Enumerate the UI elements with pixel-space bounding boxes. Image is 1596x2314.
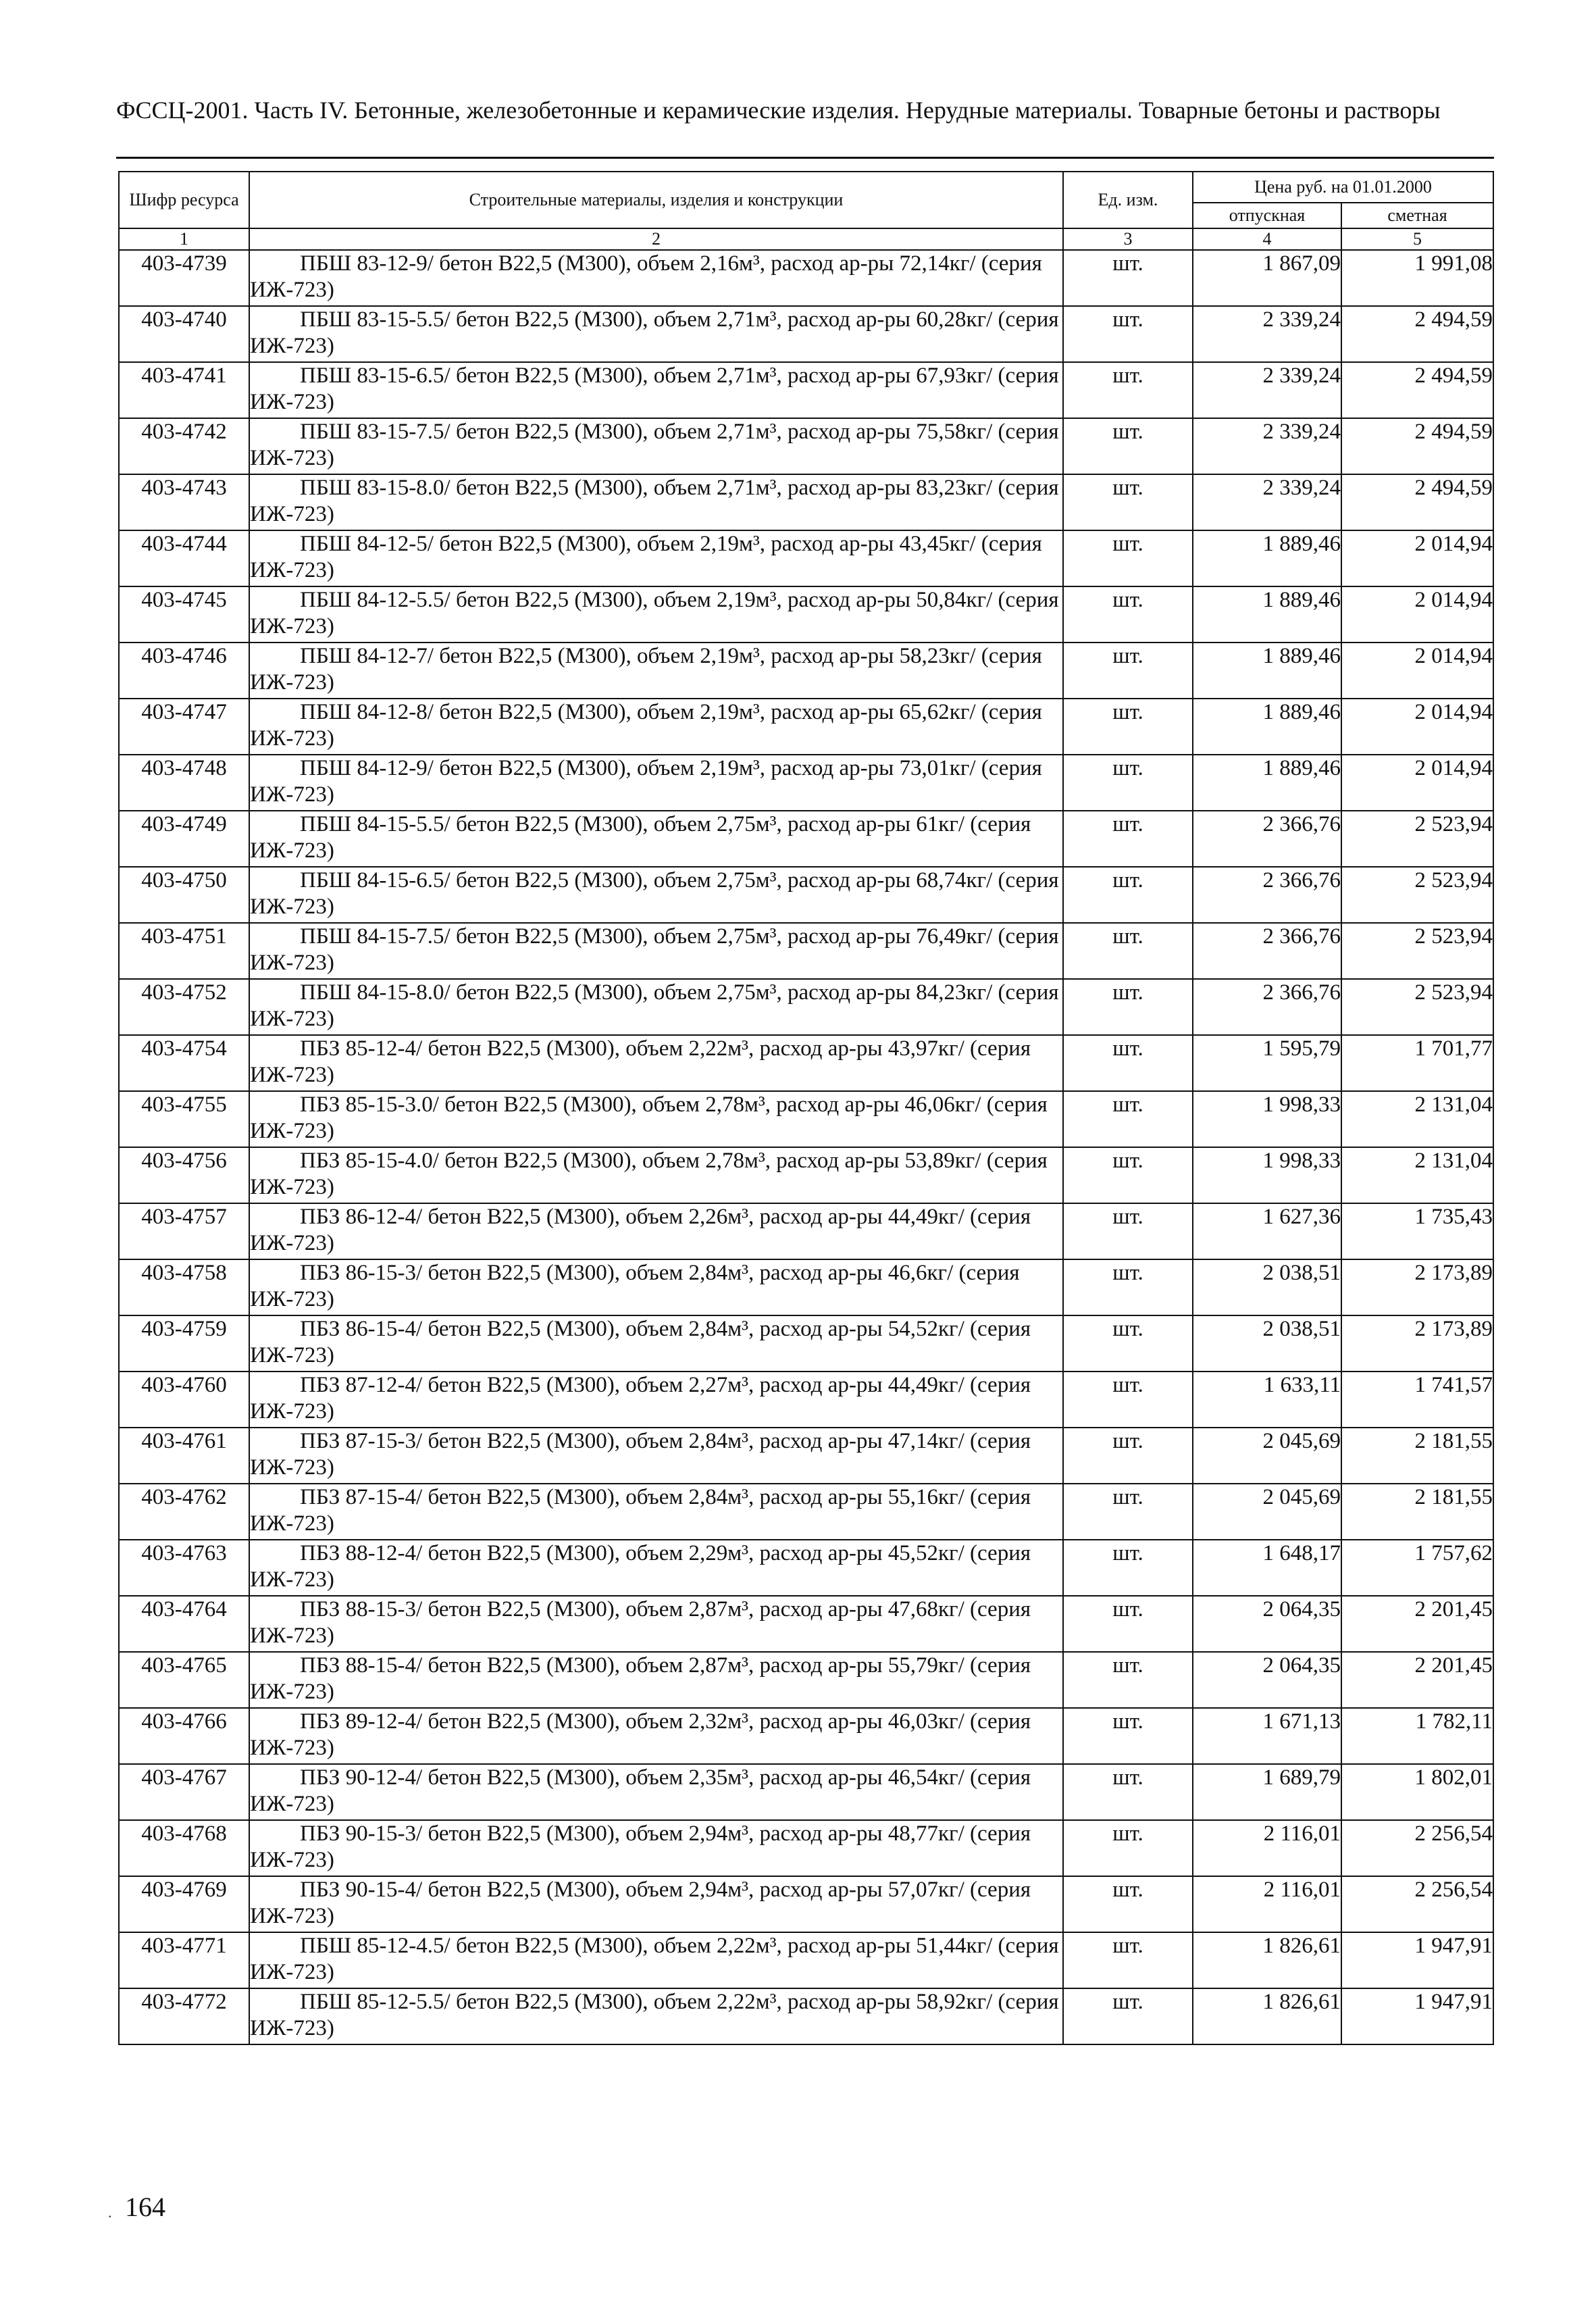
estimate-price: 2 181,55 [1341, 1484, 1493, 1540]
unit-of-measure: шт. [1063, 1147, 1193, 1203]
estimate-price: 2 014,94 [1341, 643, 1493, 699]
column-number: 3 [1063, 228, 1193, 250]
estimate-price: 2 181,55 [1341, 1428, 1493, 1484]
release-price: 1 689,79 [1193, 1764, 1341, 1820]
release-price: 1 889,46 [1193, 643, 1341, 699]
header-name: Строительные материалы, изделия и конструкции [249, 172, 1063, 228]
unit-of-measure: шт. [1063, 1203, 1193, 1259]
material-description [249, 867, 1063, 923]
table-row [119, 1820, 1493, 1876]
material-description [249, 1540, 1063, 1596]
header-price-group: Цена руб. на 01.01.2000 [1193, 172, 1493, 203]
release-price: 2 339,24 [1193, 362, 1341, 418]
unit-of-measure: шт. [1063, 1988, 1193, 2044]
estimate-price: 1 735,43 [1341, 1203, 1493, 1259]
resource-code: 403-4743 [119, 474, 249, 530]
material-description-text: ПБШ 84-15-5.5/ бетон В22,5 (М300), объем 2,75м³, расход ар-ры 61кг/ (серия ИЖ-723) [250, 812, 1031, 863]
material-description-text: ПБЗ 86-15-3/ бетон В22,5 (М300), объем 2,84м³, расход ар-ры 46,6кг/ (серия ИЖ-723) [250, 1261, 1020, 1311]
material-description-text: ПБШ 84-12-5/ бетон В22,5 (М300), объем 2,19м³, расход ар-ры 43,45кг/ (серия ИЖ-723) [250, 532, 1042, 582]
material-description-text: ПБШ 83-15-5.5/ бетон В22,5 (М300), объем 2,71м³, расход ар-ры 60,28кг/ (серия ИЖ-723) [250, 307, 1059, 358]
header-code: Шифр ресурса [119, 172, 249, 228]
material-description [249, 1596, 1063, 1652]
material-description-text: ПБШ 84-12-8/ бетон В22,5 (М300), объем 2,19м³, расход ар-ры 65,62кг/ (серия ИЖ-723) [250, 700, 1042, 751]
table-row [119, 418, 1493, 474]
material-description-text: ПБШ 84-15-6.5/ бетон В22,5 (М300), объем 2,75м³, расход ар-ры 68,74кг/ (серия ИЖ-723) [250, 868, 1059, 919]
unit-of-measure: шт. [1063, 811, 1193, 867]
page-mark: . [108, 2204, 112, 2221]
page-title: ФССЦ-2001. Часть IV. Бетонные, железобетонные и керамические изделия. Нерудные материалы. Товарные бетоны и растворы [116, 97, 1441, 124]
material-description [249, 1764, 1063, 1820]
estimate-price: 1 802,01 [1341, 1764, 1493, 1820]
resource-code: 403-4757 [119, 1203, 249, 1259]
release-price: 2 045,69 [1193, 1484, 1341, 1540]
material-description [249, 979, 1063, 1035]
material-description [249, 306, 1063, 362]
estimate-price: 2 014,94 [1341, 755, 1493, 811]
unit-of-measure: шт. [1063, 979, 1193, 1035]
material-description-text: ПБЗ 87-15-4/ бетон В22,5 (М300), объем 2,84м³, расход ар-ры 55,16кг/ (серия ИЖ-723) [250, 1485, 1031, 1536]
estimate-price: 2 523,94 [1341, 923, 1493, 979]
estimate-price: 2 523,94 [1341, 867, 1493, 923]
table-row [119, 1147, 1493, 1203]
release-price: 1 627,36 [1193, 1203, 1341, 1259]
resource-code: 403-4766 [119, 1708, 249, 1764]
material-description-text: ПБЗ 86-12-4/ бетон В22,5 (М300), объем 2,26м³, расход ар-ры 44,49кг/ (серия ИЖ-723) [250, 1205, 1031, 1255]
release-price: 2 366,76 [1193, 979, 1341, 1035]
table-row [119, 1764, 1493, 1820]
unit-of-measure: шт. [1063, 755, 1193, 811]
unit-of-measure: шт. [1063, 418, 1193, 474]
table-row [119, 979, 1493, 1035]
unit-of-measure: шт. [1063, 867, 1193, 923]
material-description [249, 811, 1063, 867]
table-row [119, 1988, 1493, 2044]
table-row [119, 1876, 1493, 1932]
resource-code: 403-4762 [119, 1484, 249, 1540]
price-table [118, 171, 1494, 2045]
estimate-price: 2 256,54 [1341, 1820, 1493, 1876]
material-description [249, 1203, 1063, 1259]
material-description-text: ПБЗ 88-12-4/ бетон В22,5 (М300), объем 2,29м³, расход ар-ры 45,52кг/ (серия ИЖ-723) [250, 1541, 1031, 1592]
estimate-price: 2 173,89 [1341, 1259, 1493, 1315]
resource-code: 403-4741 [119, 362, 249, 418]
table-row [119, 530, 1493, 586]
unit-of-measure: шт. [1063, 1540, 1193, 1596]
table-row [119, 306, 1493, 362]
unit-of-measure: шт. [1063, 1484, 1193, 1540]
unit-of-measure: шт. [1063, 362, 1193, 418]
release-price: 2 064,35 [1193, 1652, 1341, 1708]
table-row [119, 1315, 1493, 1372]
release-price: 2 116,01 [1193, 1820, 1341, 1876]
material-description-text: ПБШ 84-15-7.5/ бетон В22,5 (М300), объем 2,75м³, расход ар-ры 76,49кг/ (серия ИЖ-723) [250, 924, 1059, 975]
material-description-text: ПБЗ 85-15-3.0/ бетон В22,5 (М300), объем 2,78м³, расход ар-ры 46,06кг/ (серия ИЖ-723) [250, 1092, 1048, 1143]
release-price: 1 867,09 [1193, 250, 1341, 306]
unit-of-measure: шт. [1063, 699, 1193, 755]
release-price: 2 339,24 [1193, 306, 1341, 362]
table-row [119, 1035, 1493, 1091]
table-row [119, 474, 1493, 530]
material-description [249, 1708, 1063, 1764]
resource-code: 403-4755 [119, 1091, 249, 1147]
column-number: 5 [1341, 228, 1493, 250]
unit-of-measure: шт. [1063, 1652, 1193, 1708]
unit-of-measure: шт. [1063, 1259, 1193, 1315]
unit-of-measure: шт. [1063, 1091, 1193, 1147]
unit-of-measure: шт. [1063, 306, 1193, 362]
release-price: 2 339,24 [1193, 474, 1341, 530]
material-description [249, 1372, 1063, 1428]
page-number: 164 [125, 2192, 165, 2222]
header-release-price: отпускная [1193, 203, 1341, 228]
table-row [119, 643, 1493, 699]
material-description [249, 362, 1063, 418]
table-row [119, 1091, 1493, 1147]
unit-of-measure: шт. [1063, 250, 1193, 306]
material-description-text: ПБЗ 89-12-4/ бетон В22,5 (М300), объем 2,32м³, расход ар-ры 46,03кг/ (серия ИЖ-723) [250, 1709, 1031, 1760]
header-unit: Ед. изм. [1063, 172, 1193, 228]
release-price: 2 038,51 [1193, 1315, 1341, 1372]
release-price: 2 116,01 [1193, 1876, 1341, 1932]
release-price: 2 339,24 [1193, 418, 1341, 474]
release-price: 2 366,76 [1193, 811, 1341, 867]
material-description-text: ПБЗ 87-15-3/ бетон В22,5 (М300), объем 2,84м³, расход ар-ры 47,14кг/ (серия ИЖ-723) [250, 1429, 1031, 1480]
table-row [119, 586, 1493, 643]
material-description [249, 1315, 1063, 1372]
resource-code: 403-4767 [119, 1764, 249, 1820]
table-row [119, 1484, 1493, 1540]
material-description-text: ПБЗ 90-15-3/ бетон В22,5 (М300), объем 2,94м³, расход ар-ры 48,77кг/ (серия ИЖ-723) [250, 1821, 1031, 1872]
estimate-price: 2 523,94 [1341, 979, 1493, 1035]
unit-of-measure: шт. [1063, 1315, 1193, 1372]
material-description-text: ПБЗ 88-15-4/ бетон В22,5 (М300), объем 2,87м³, расход ар-ры 55,79кг/ (серия ИЖ-723) [250, 1653, 1031, 1704]
material-description-text: ПБШ 83-15-7.5/ бетон В22,5 (М300), объем 2,71м³, расход ар-ры 75,58кг/ (серия ИЖ-723) [250, 420, 1059, 470]
column-number: 4 [1193, 228, 1341, 250]
resource-code: 403-4739 [119, 250, 249, 306]
unit-of-measure: шт. [1063, 586, 1193, 643]
resource-code: 403-4744 [119, 530, 249, 586]
material-description [249, 474, 1063, 530]
material-description [249, 755, 1063, 811]
resource-code: 403-4746 [119, 643, 249, 699]
release-price: 2 064,35 [1193, 1596, 1341, 1652]
column-number: 2 [249, 228, 1063, 250]
resource-code: 403-4769 [119, 1876, 249, 1932]
resource-code: 403-4749 [119, 811, 249, 867]
table-row [119, 1428, 1493, 1484]
resource-code: 403-4751 [119, 923, 249, 979]
resource-code: 403-4765 [119, 1652, 249, 1708]
material-description [249, 1820, 1063, 1876]
table-row [119, 1372, 1493, 1428]
release-price: 1 648,17 [1193, 1540, 1341, 1596]
estimate-price: 2 256,54 [1341, 1876, 1493, 1932]
release-price: 1 998,33 [1193, 1091, 1341, 1147]
material-description-text: ПБШ 84-12-5.5/ бетон В22,5 (М300), объем 2,19м³, расход ар-ры 50,84кг/ (серия ИЖ-723) [250, 588, 1059, 638]
unit-of-measure: шт. [1063, 1932, 1193, 1988]
table-row [119, 362, 1493, 418]
table-row [119, 923, 1493, 979]
unit-of-measure: шт. [1063, 1035, 1193, 1091]
resource-code: 403-4768 [119, 1820, 249, 1876]
estimate-price: 1 757,62 [1341, 1540, 1493, 1596]
resource-code: 403-4750 [119, 867, 249, 923]
release-price: 1 889,46 [1193, 755, 1341, 811]
estimate-price: 2 494,59 [1341, 474, 1493, 530]
material-description-text: ПБШ 85-12-5.5/ бетон В22,5 (М300), объем 2,22м³, расход ар-ры 58,92кг/ (серия ИЖ-723) [250, 1990, 1059, 2040]
unit-of-measure: шт. [1063, 1372, 1193, 1428]
resource-code: 403-4759 [119, 1315, 249, 1372]
column-number: 1 [119, 228, 249, 250]
table-row [119, 1932, 1493, 1988]
table-row [119, 1596, 1493, 1652]
material-description [249, 1876, 1063, 1932]
release-price: 1 595,79 [1193, 1035, 1341, 1091]
resource-code: 403-4752 [119, 979, 249, 1035]
estimate-price: 2 494,59 [1341, 418, 1493, 474]
material-description-text: ПБЗ 85-15-4.0/ бетон В22,5 (М300), объем 2,78м³, расход ар-ры 53,89кг/ (серия ИЖ-723) [250, 1149, 1048, 1199]
material-description-text: ПБЗ 90-12-4/ бетон В22,5 (М300), объем 2,35м³, расход ар-ры 46,54кг/ (серия ИЖ-723) [250, 1765, 1031, 1816]
unit-of-measure: шт. [1063, 923, 1193, 979]
resource-code: 403-4761 [119, 1428, 249, 1484]
release-price: 2 366,76 [1193, 923, 1341, 979]
table-row [119, 1652, 1493, 1708]
estimate-price: 2 201,45 [1341, 1652, 1493, 1708]
table-row [119, 1540, 1493, 1596]
resource-code: 403-4745 [119, 586, 249, 643]
release-price: 1 671,13 [1193, 1708, 1341, 1764]
estimate-price: 2 494,59 [1341, 306, 1493, 362]
table-row [119, 1708, 1493, 1764]
table-row [119, 755, 1493, 811]
release-price: 1 826,61 [1193, 1988, 1341, 2044]
header-estimate-price: сметная [1341, 203, 1493, 228]
material-description [249, 923, 1063, 979]
material-description-text: ПБЗ 90-15-4/ бетон В22,5 (М300), объем 2,94м³, расход ар-ры 57,07кг/ (серия ИЖ-723) [250, 1878, 1031, 1928]
material-description [249, 530, 1063, 586]
resource-code: 403-4740 [119, 306, 249, 362]
estimate-price: 1 947,91 [1341, 1988, 1493, 2044]
resource-code: 403-4754 [119, 1035, 249, 1091]
material-description-text: ПБШ 83-12-9/ бетон В22,5 (М300), объем 2,16м³, расход ар-ры 72,14кг/ (серия ИЖ-723) [250, 251, 1042, 302]
material-description [249, 1035, 1063, 1091]
material-description-text: ПБШ 84-12-9/ бетон В22,5 (М300), объем 2,19м³, расход ар-ры 73,01кг/ (серия ИЖ-723) [250, 756, 1042, 807]
unit-of-measure: шт. [1063, 530, 1193, 586]
unit-of-measure: шт. [1063, 1428, 1193, 1484]
unit-of-measure: шт. [1063, 474, 1193, 530]
estimate-price: 2 523,94 [1341, 811, 1493, 867]
material-description [249, 250, 1063, 306]
release-price: 1 826,61 [1193, 1932, 1341, 1988]
material-description-text: ПБЗ 88-15-3/ бетон В22,5 (М300), объем 2,87м³, расход ар-ры 47,68кг/ (серия ИЖ-723) [250, 1597, 1031, 1648]
resource-code: 403-4760 [119, 1372, 249, 1428]
release-price: 2 038,51 [1193, 1259, 1341, 1315]
material-description [249, 643, 1063, 699]
material-description [249, 1147, 1063, 1203]
resource-code: 403-4747 [119, 699, 249, 755]
material-description-text: ПБШ 83-15-8.0/ бетон В22,5 (М300), объем 2,71м³, расход ар-ры 83,23кг/ (серия ИЖ-723) [250, 476, 1059, 526]
unit-of-measure: шт. [1063, 1820, 1193, 1876]
material-description [249, 1091, 1063, 1147]
table-row [119, 1203, 1493, 1259]
resource-code: 403-4763 [119, 1540, 249, 1596]
unit-of-measure: шт. [1063, 643, 1193, 699]
estimate-price: 1 947,91 [1341, 1932, 1493, 1988]
estimate-price: 2 173,89 [1341, 1315, 1493, 1372]
release-price: 1 633,11 [1193, 1372, 1341, 1428]
release-price: 2 366,76 [1193, 867, 1341, 923]
table-row [119, 867, 1493, 923]
material-description-text: ПБЗ 87-12-4/ бетон В22,5 (М300), объем 2,27м³, расход ар-ры 44,49кг/ (серия ИЖ-723) [250, 1373, 1031, 1424]
release-price: 2 045,69 [1193, 1428, 1341, 1484]
unit-of-measure: шт. [1063, 1708, 1193, 1764]
material-description [249, 1932, 1063, 1988]
unit-of-measure: шт. [1063, 1876, 1193, 1932]
resource-code: 403-4771 [119, 1932, 249, 1988]
material-description-text: ПБШ 84-15-8.0/ бетон В22,5 (М300), объем 2,75м³, расход ар-ры 84,23кг/ (серия ИЖ-723) [250, 980, 1059, 1031]
material-description [249, 1428, 1063, 1484]
table-row [119, 1259, 1493, 1315]
release-price: 1 889,46 [1193, 586, 1341, 643]
resource-code: 403-4764 [119, 1596, 249, 1652]
estimate-price: 1 782,11 [1341, 1708, 1493, 1764]
material-description [249, 1988, 1063, 2044]
material-description-text: ПБШ 83-15-6.5/ бетон В22,5 (М300), объем 2,71м³, расход ар-ры 67,93кг/ (серия ИЖ-723) [250, 363, 1059, 414]
material-description [249, 1259, 1063, 1315]
material-description [249, 586, 1063, 643]
resource-code: 403-4748 [119, 755, 249, 811]
table-row [119, 811, 1493, 867]
release-price: 1 889,46 [1193, 699, 1341, 755]
unit-of-measure: шт. [1063, 1764, 1193, 1820]
table-row [119, 699, 1493, 755]
estimate-price: 2 014,94 [1341, 699, 1493, 755]
material-description-text: ПБШ 85-12-4.5/ бетон В22,5 (М300), объем 2,22м³, расход ар-ры 51,44кг/ (серия ИЖ-723) [250, 1934, 1059, 1984]
material-description-text: ПБЗ 85-12-4/ бетон В22,5 (М300), объем 2,22м³, расход ар-ры 43,97кг/ (серия ИЖ-723) [250, 1036, 1031, 1087]
estimate-price: 1 991,08 [1341, 250, 1493, 306]
release-price: 1 998,33 [1193, 1147, 1341, 1203]
release-price: 1 889,46 [1193, 530, 1341, 586]
material-description [249, 699, 1063, 755]
estimate-price: 1 701,77 [1341, 1035, 1493, 1091]
material-description [249, 418, 1063, 474]
material-description-text: ПБШ 84-12-7/ бетон В22,5 (М300), объем 2,19м³, расход ар-ры 58,23кг/ (серия ИЖ-723) [250, 644, 1042, 695]
material-description-text: ПБЗ 86-15-4/ бетон В22,5 (М300), объем 2,84м³, расход ар-ры 54,52кг/ (серия ИЖ-723) [250, 1317, 1031, 1367]
estimate-price: 2 014,94 [1341, 586, 1493, 643]
estimate-price: 2 131,04 [1341, 1091, 1493, 1147]
resource-code: 403-4772 [119, 1988, 249, 2044]
estimate-price: 2 494,59 [1341, 362, 1493, 418]
material-description [249, 1484, 1063, 1540]
estimate-price: 2 131,04 [1341, 1147, 1493, 1203]
estimate-price: 2 014,94 [1341, 530, 1493, 586]
table-row [119, 250, 1493, 306]
unit-of-measure: шт. [1063, 1596, 1193, 1652]
material-description [249, 1652, 1063, 1708]
estimate-price: 2 201,45 [1341, 1596, 1493, 1652]
table-body [119, 250, 1493, 2044]
title-rule [116, 157, 1494, 159]
resource-code: 403-4742 [119, 418, 249, 474]
resource-code: 403-4756 [119, 1147, 249, 1203]
estimate-price: 1 741,57 [1341, 1372, 1493, 1428]
resource-code: 403-4758 [119, 1259, 249, 1315]
